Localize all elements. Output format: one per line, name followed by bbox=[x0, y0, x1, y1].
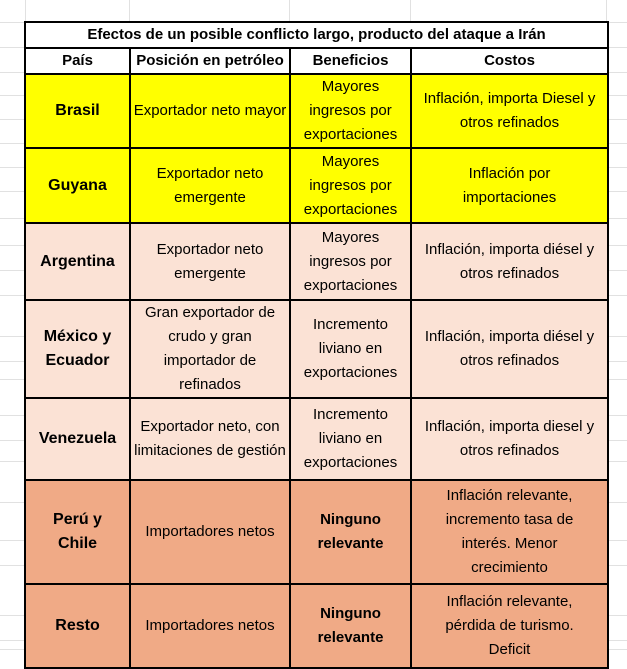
cell-beneficios[interactable]: Mayores ingresos por exportaciones bbox=[290, 223, 411, 300]
cell-posicion[interactable]: Importadores netos bbox=[130, 480, 290, 584]
cell-posicion[interactable]: Exportador neto, con limitaciones de gestión bbox=[130, 398, 290, 480]
cell-posicion[interactable]: Exportador neto emergente bbox=[130, 223, 290, 300]
cell-costos[interactable]: Inflación relevante, pérdida de turismo. Deficit bbox=[411, 584, 608, 668]
cell-pais[interactable]: Argentina bbox=[25, 223, 130, 300]
table-row-brasil bbox=[25, 74, 608, 148]
table-row-resto bbox=[25, 584, 608, 668]
header-pais[interactable]: País bbox=[25, 48, 130, 74]
oil-conflict-effects-table bbox=[24, 21, 609, 669]
cell-posicion[interactable]: Exportador neto mayor bbox=[130, 74, 290, 148]
cell-posicion[interactable]: Importadores netos bbox=[130, 584, 290, 668]
cell-pais[interactable]: Resto bbox=[25, 584, 130, 668]
header-beneficios[interactable]: Beneficios bbox=[290, 48, 411, 74]
cell-pais[interactable]: Guyana bbox=[25, 148, 130, 223]
cell-costos[interactable]: Inflación, importa Diesel y otros refinados bbox=[411, 74, 608, 148]
cell-pais[interactable]: Venezuela bbox=[25, 398, 130, 480]
cell-beneficios[interactable]: Mayores ingresos por exportaciones bbox=[290, 74, 411, 148]
cell-costos[interactable]: Inflación, importa diésel y otros refinados bbox=[411, 300, 608, 398]
cell-posicion[interactable]: Exportador neto emergente bbox=[130, 148, 290, 223]
table-row-argentina bbox=[25, 223, 608, 300]
header-posicion[interactable]: Posición en petróleo bbox=[130, 48, 290, 74]
table-row-peru-chile bbox=[25, 480, 608, 584]
table-row-mexico-ecuador bbox=[25, 300, 608, 398]
cell-beneficios[interactable]: Incremento liviano en exportaciones bbox=[290, 398, 411, 480]
cell-costos[interactable]: Inflación, importa diesel y otros refinados bbox=[411, 398, 608, 480]
cell-costos[interactable]: Inflación, importa diésel y otros refinados bbox=[411, 223, 608, 300]
table-row-guyana bbox=[25, 148, 608, 223]
table-title[interactable]: Efectos de un posible conflicto largo, producto del ataque a Irán bbox=[25, 22, 608, 48]
cell-beneficios[interactable]: Ninguno relevante bbox=[290, 584, 411, 668]
cell-pais[interactable]: México y Ecuador bbox=[25, 300, 130, 398]
cell-beneficios[interactable]: Mayores ingresos por exportaciones bbox=[290, 148, 411, 223]
cell-pais[interactable]: Perú y Chile bbox=[25, 480, 130, 584]
title-row bbox=[25, 22, 608, 48]
cell-pais[interactable]: Brasil bbox=[25, 74, 130, 148]
cell-costos[interactable]: Inflación por importaciones bbox=[411, 148, 608, 223]
table-row-venezuela bbox=[25, 398, 608, 480]
cell-costos[interactable]: Inflación relevante, incremento tasa de interés. Menor crecimiento bbox=[411, 480, 608, 584]
cell-beneficios[interactable]: Incremento liviano en exportaciones bbox=[290, 300, 411, 398]
cell-posicion[interactable]: Gran exportador de crudo y gran importador de refinados bbox=[130, 300, 290, 398]
cell-beneficios[interactable]: Ninguno relevante bbox=[290, 480, 411, 584]
header-row bbox=[25, 48, 608, 74]
header-costos[interactable]: Costos bbox=[411, 48, 608, 74]
